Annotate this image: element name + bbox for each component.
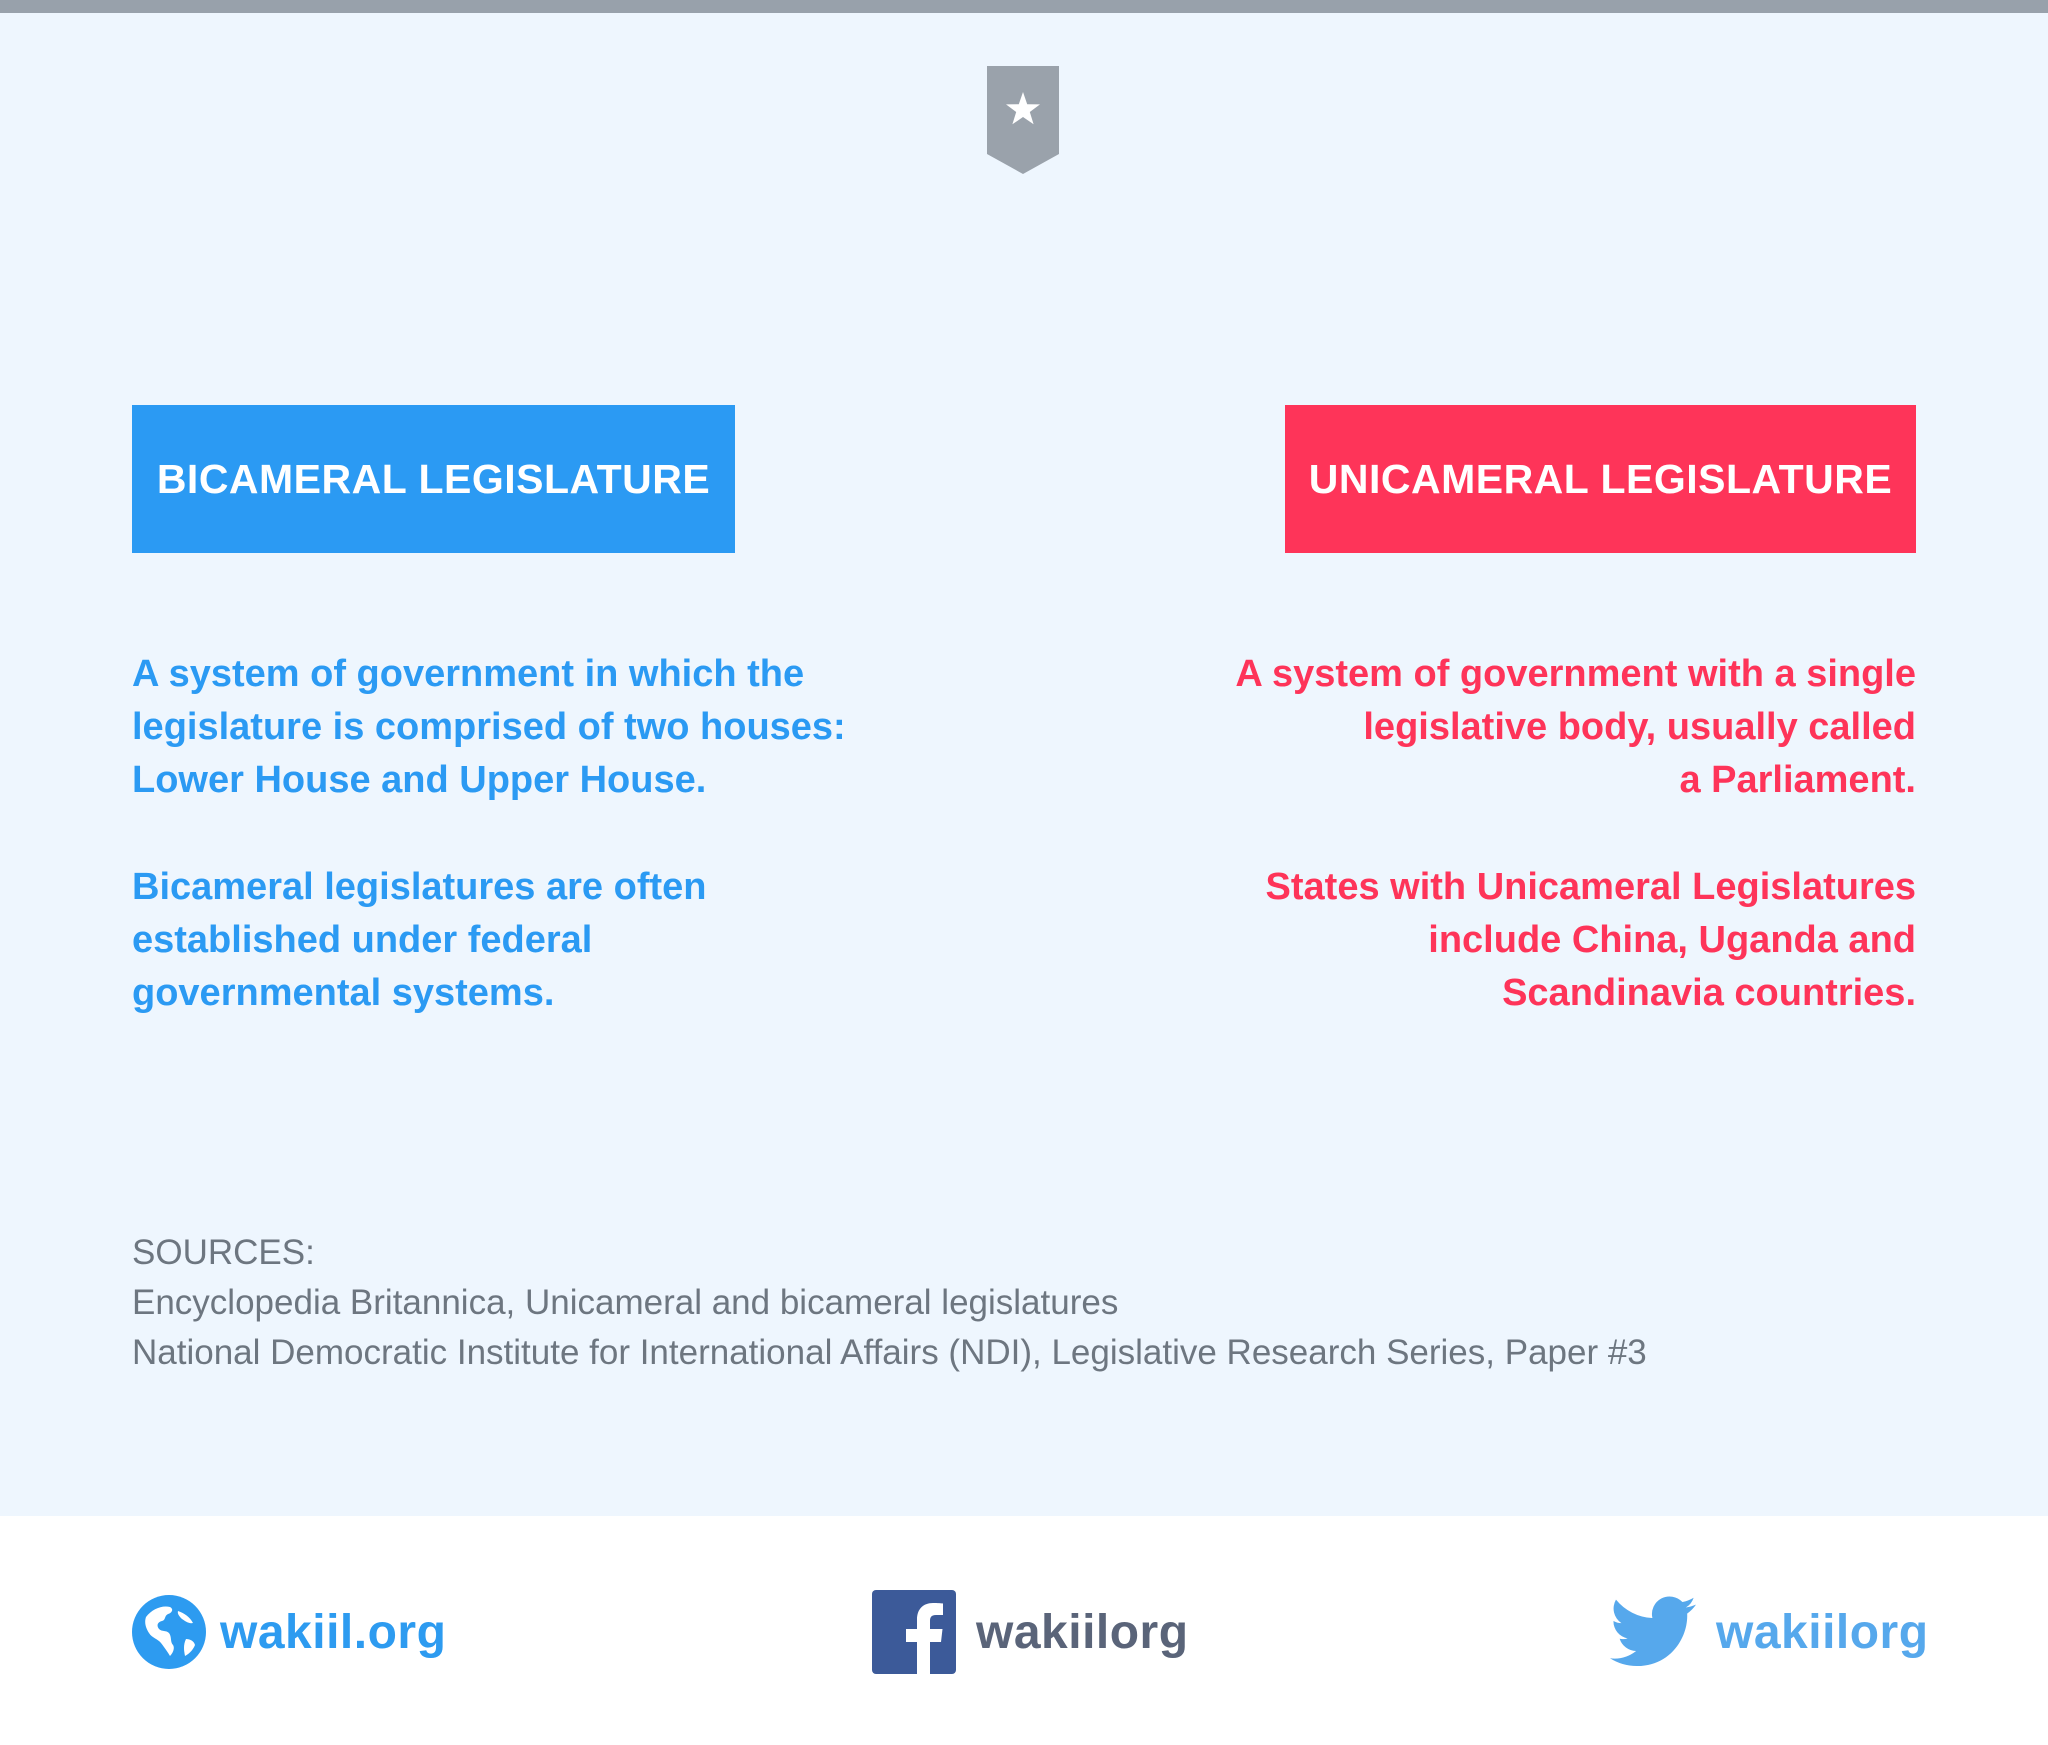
unicameral-definition: A system of government with a single legislative body, usually called a Parliament. [1235, 653, 1916, 801]
twitter-bird-icon [1610, 1596, 1696, 1668]
sources [132, 1228, 1912, 1378]
bicameral-title: BICAMERAL LEGISLATURE [132, 405, 735, 553]
source-item: National Democratic Institute for International Affairs (NDI), Legislative Research Series, Paper #3 [132, 1333, 1647, 1372]
globe-icon [132, 1595, 206, 1669]
bicameral-definition: A system of government in which the legislature is comprised of two houses: Lower House and Upper House. [132, 653, 846, 801]
twitter-label: wakiilorg [1716, 1605, 1929, 1659]
twitter-link[interactable] [1610, 1592, 1929, 1672]
bicameral-note: Bicameral legislatures are often established under federal governmental systems. [132, 866, 707, 1014]
sources-heading: SOURCES: [132, 1233, 315, 1272]
top-bar [0, 0, 2048, 13]
unicameral-description [1116, 648, 1916, 1028]
star-shield-icon [987, 66, 1059, 174]
unicameral-title: UNICAMERAL LEGISLATURE [1285, 405, 1916, 553]
unicameral-note: States with Unicameral Legislatures include China, Uganda and Scandinavia countries. [1265, 866, 1916, 1014]
bicameral-description [132, 648, 932, 1028]
facebook-link[interactable] [872, 1592, 1189, 1672]
source-item: Encyclopedia Britannica, Unicameral and bicameral legislatures [132, 1283, 1119, 1322]
website-label: wakiil.org [220, 1605, 447, 1659]
website-link[interactable] [132, 1592, 446, 1672]
facebook-label: wakiilorg [976, 1605, 1189, 1659]
facebook-icon [872, 1590, 956, 1674]
